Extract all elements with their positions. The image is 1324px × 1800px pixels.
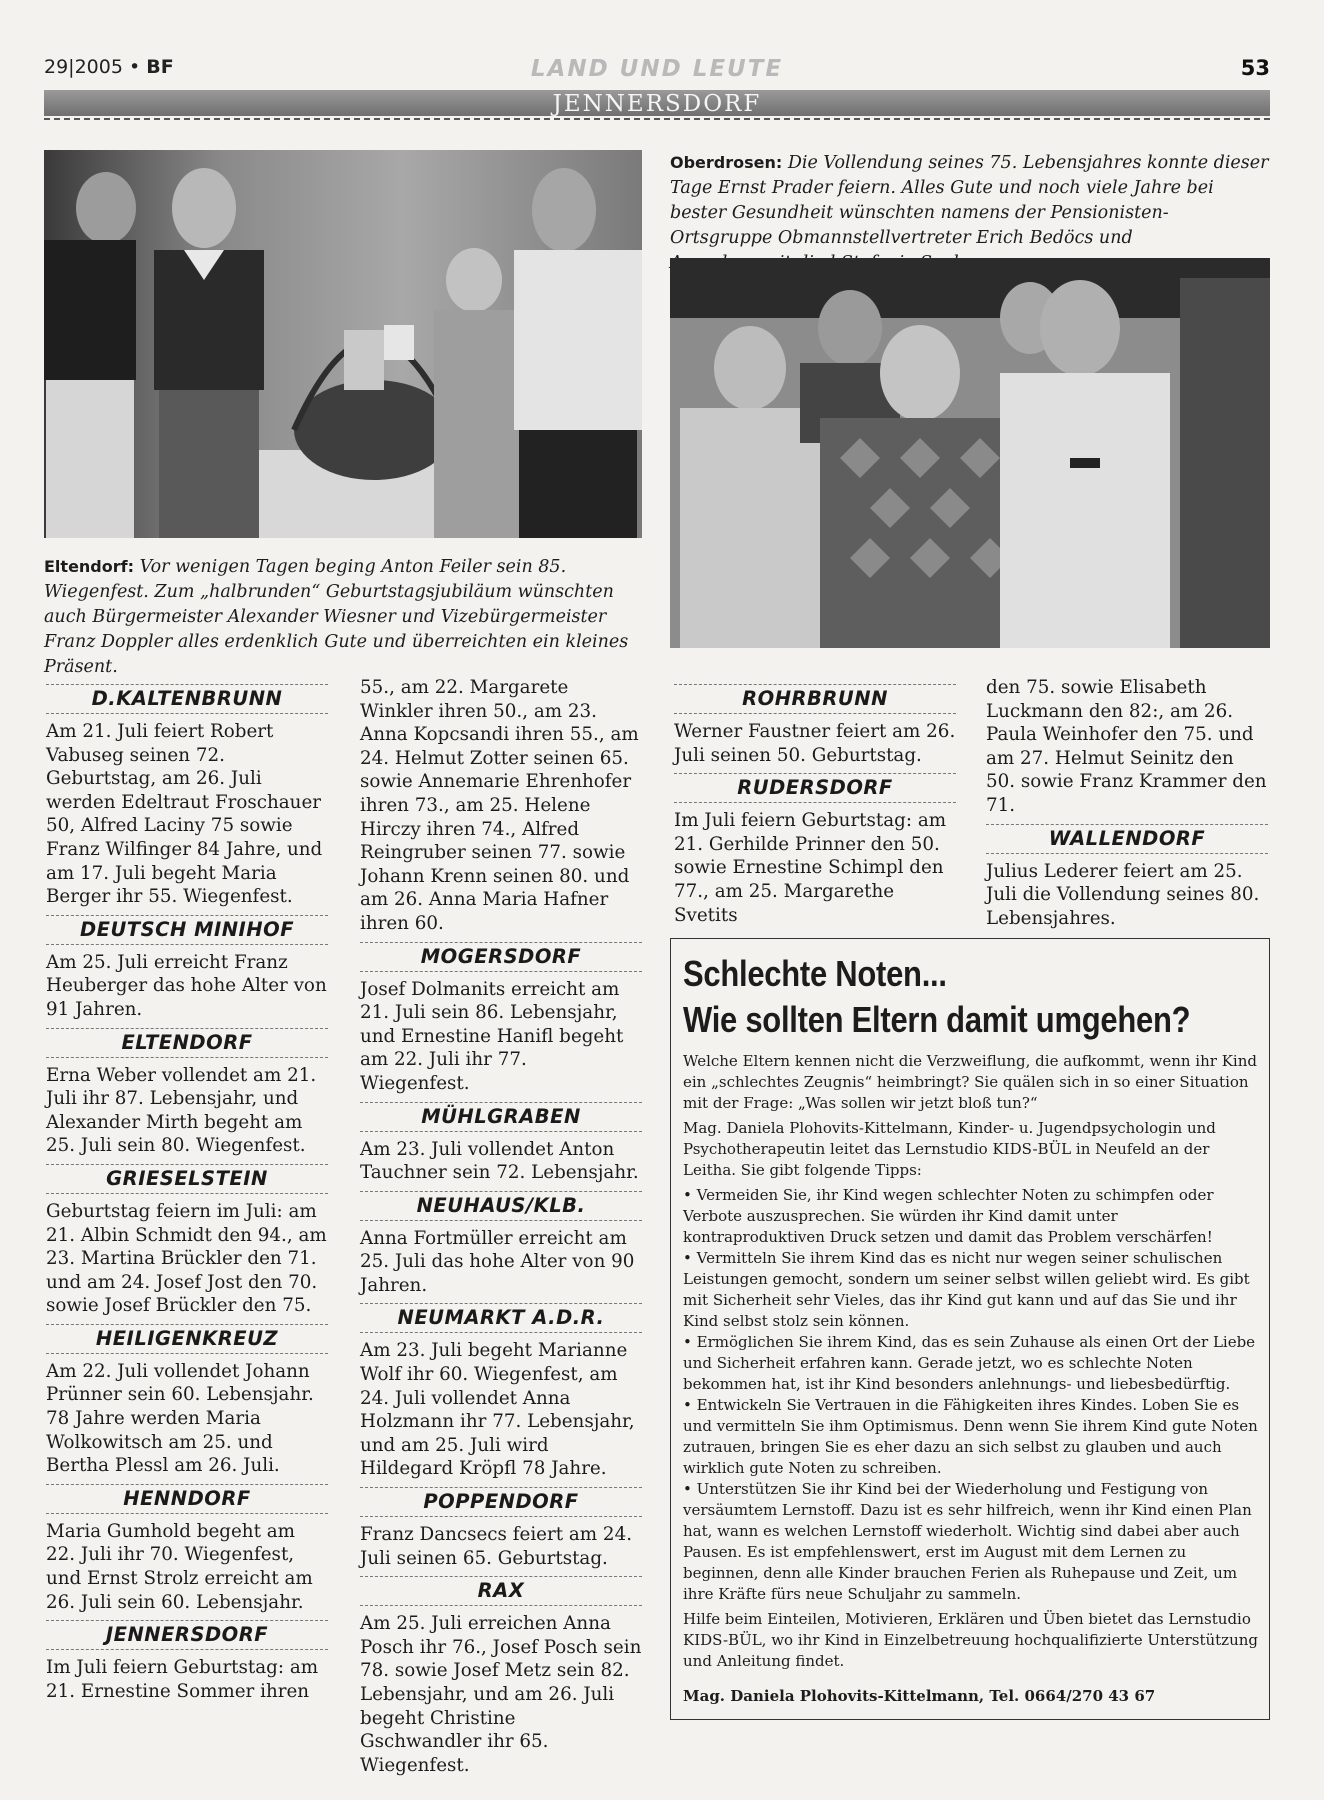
- section-head: MÜHLGRABEN: [360, 1102, 642, 1132]
- section-text: Am 23. Juli begeht Marianne Wolf ihr 60. Wiegenfest, am 24. Juli vollendet Anna Holzmann ihr 77. Lebensjahr, und am 25. Juli wird Hildegard Kröpfl 78 Jahre.: [360, 1340, 635, 1480]
- section-head: D.KALTENBRUNN: [46, 684, 328, 714]
- column-3: [674, 676, 956, 927]
- section-head: MOGERSDORF: [360, 942, 642, 972]
- section-text: Anna Fortmüller erreicht am 25. Juli das hohe Alter von 90 Jahren.: [360, 1227, 635, 1296]
- section-head: HENNDORF: [46, 1484, 328, 1514]
- advice-subtitle: Wie sollten Eltern damit umgehen?: [683, 999, 1191, 1040]
- section-text: Am 22. Juli vollendet Johann Prünner sein 60. Lebensjahr. 78 Jahre werden Maria Wolkowitsch am 25. und Bertha Plessl am 26. Juli.: [46, 1360, 314, 1477]
- section-text: Am 23. Juli vollendet Anton Tauchner sein 72. Lebensjahr.: [360, 1138, 639, 1184]
- region-title: JENNERSDORF: [552, 91, 762, 117]
- column-1: [46, 676, 328, 1703]
- section-head: GRIESELSTEIN: [46, 1164, 328, 1194]
- section-text: Erna Weber vollendet am 21. Juli ihr 87. Lebensjahr, und Alexander Mirth begeht am 25. Juli sein 80. Wiegenfest.: [46, 1064, 317, 1157]
- advice-closing: Hilfe beim Einteilen, Motivieren, Erklären und Üben bietet das Lernstudio KIDS-BÜL, wo ihr Kind in Einzelbetreuung hochqualifizierte Unterstützung und Anleitung findet.: [683, 1610, 1258, 1670]
- section-head: ELTENDORF: [46, 1028, 328, 1058]
- section-head: ROHRBRUNN: [674, 684, 956, 714]
- header-divider: [44, 118, 1270, 120]
- section-text: Im Juli feiern Geburtstag: am 21. Ernestine Sommer ihren: [46, 1657, 319, 1702]
- caption-eltendorf-text: Vor wenigen Tagen beging Anton Feiler sein 85. Wiegenfest. Zum „halbrunden“ Geburtstagsjubiläum wünschten auch Bürgermeister Alexander Wiesner und Vizebürgermeister Franz Doppler alles erdenklich Gute und überreichten ein kleines Präsent.: [44, 557, 629, 677]
- section-text: den 75. sowie Elisabeth Luckmann den 82:, am 26. Paula Weinhofer den 75. und am 27. Helmut Seinitz den 50. sowie Franz Krammer den 71.: [986, 677, 1267, 816]
- advice-expert: Mag. Daniela Plohovits-Kittelmann, Kinder- u. Jugendpsychologin und Psychotherapeutin leitet das Lernstudio KIDS-BÜL in Neufeld an der Leitha. Sie gibt folgende Tipps:: [683, 1119, 1216, 1179]
- photo-oberdrosen: [670, 258, 1270, 648]
- caption-eltendorf: [44, 554, 642, 680]
- column-4: [986, 676, 1268, 930]
- advice-tip: • Unterstützen Sie ihr Kind bei der Wiederholung und Festigung von versäumtem Lernstoff. Dazu ist es sehr hilfreich, wenn ihr Kind einen Plan hat, wann es welchen Lernstoff wiederholt. Wichtig sind dabei aber auch Pausen. Es ist empfehlenswert, erst im August mit dem Lernen zu beginnen, denn alle Kinder brauchen Ferien als Ruhepause und Zeit, um ihre Kräfte fürs neue Schuljahr zu sammeln.: [683, 1480, 1252, 1603]
- advice-tip: • Entwickeln Sie Vertrauen in die Fähigkeiten ihres Kindes. Loben Sie es und vermitteln Sie ihm Optimismus. Denn wenn Sie ihrem Kind gute Noten zutrauen, bringen Sie es eher dazu an sich selbst zu glauben und auch wirklich gute Noten zu schreiben.: [683, 1396, 1258, 1477]
- photo-eltendorf-image: [44, 150, 642, 538]
- section-head: RUDERSDORF: [674, 773, 956, 803]
- advice-signature: Mag. Daniela Plohovits-Kittelmann, Tel. 0664/270 43 67: [683, 1687, 1156, 1705]
- section-text: Am 25. Juli erreichen Anna Posch ihr 76., Josef Posch sein 78. sowie Josef Metz sein 82. Lebensjahr, und am 26. Juli begeht Christine Gschwandler ihr 65. Wiegenfest.: [360, 1613, 642, 1776]
- caption-eltendorf-place: Eltendorf:: [44, 557, 134, 576]
- caption-oberdrosen-text: Die Vollendung seines 75. Lebensjahres konnte dieser Tage Ernst Prader feiern. Alles Gute und noch viele Jahre bei bester Gesundheit wünschten namens der Pensionisten-Ortsgruppe Obmannstellvertreter Erich Bedöcs und: [670, 153, 1269, 248]
- section-text: Geburtstag feiern im Juli: am 21. Albin Schmidt den 94., am 23. Martina Brückler den 71. und am 24. Josef Jost den 70. sowie Josef Brückler den 75.: [46, 1200, 327, 1317]
- advice-tip: • Vermitteln Sie ihrem Kind das es nicht nur wegen seiner schulischen Leistungen gemocht, sondern um seiner selbst willen geliebt wird. Es gibt mit Sicherheit sehr Vieles, das ihr Kind gut kann und auf das Sie und ihr Kind selbst stolz sein können.: [683, 1249, 1250, 1330]
- section-text: Am 25. Juli erreicht Franz Heuberger das hohe Alter von 91 Jahren.: [46, 951, 327, 1020]
- section-head: POPPENDORF: [360, 1487, 642, 1517]
- section-text: Julius Lederer feiert am 25. Juli die Vollendung seines 80. Lebensjahres.: [986, 860, 1260, 929]
- section-text: Im Juli feiern Geburtstag: am 21. Gerhilde Prinner den 50. sowie Ernestine Schimpl den 77., am 25. Margarethe Svetits: [674, 810, 947, 926]
- advice-tip: • Vermeiden Sie, ihr Kind wegen schlechter Noten zu schimpfen oder Verbote auszusprechen. Sie würden ihr Kind damit unter kontraproduktiven Druck setzen und damit das Problem verschärfen!: [683, 1186, 1214, 1246]
- section-head: NEUHAUS/KLB.: [360, 1191, 642, 1221]
- advice-tip: • Ermöglichen Sie ihrem Kind, das es sein Zuhause als einen Ort der Liebe und Sicherheit erfahren kann. Gerade jetzt, wo es schlechte Noten bekommen hat, ist ihr Kind besonders anlehnungs- und liebesbedürftig.: [683, 1333, 1256, 1393]
- section-title: LAND UND LEUTE: [530, 56, 784, 82]
- section-head: HEILIGENKREUZ: [46, 1324, 328, 1354]
- caption-oberdrosen-place: Oberdrosen:: [670, 153, 783, 172]
- photo-oberdrosen-image: [670, 258, 1270, 648]
- advice-intro: Welche Eltern kennen nicht die Verzweiflung, die aufkommt, wenn ihr Kind ein „schlechtes Zeugnis“ heimbringt? Sie quälen sich in so einer Situation mit der Frage: „Was sollen wir jetzt bloß tun?“: [683, 1052, 1257, 1112]
- column-2: [360, 676, 642, 1777]
- issue-label: 29|2005 •: [44, 56, 141, 78]
- section-head: NEUMARKT A.D.R.: [360, 1303, 642, 1333]
- section-text: Werner Faustner feiert am 26. Juli seinen 50. Geburtstag.: [674, 721, 956, 766]
- page-number: 53: [1240, 56, 1270, 80]
- advice-title: Schlechte Noten...: [683, 953, 947, 994]
- region-banner: [44, 90, 1270, 116]
- photo-eltendorf: [44, 150, 642, 538]
- section-text: Franz Dancsecs feiert am 24. Juli seinen 65. Geburtstag.: [360, 1524, 633, 1569]
- section-text: Am 21. Juli feiert Robert Vabuseg seinen 72. Geburtstag, am 26. Juli werden Edeltraut Froschauer 50, Alfred Laciny 75 sowie Franz Wilfinger 84 Jahre, und am 17. Juli begeht Maria Berger ihr 55. Wiegenfest.: [46, 721, 323, 908]
- section-head: JENNERSDORF: [46, 1620, 328, 1650]
- section-head: DEUTSCH MINIHOF: [46, 915, 328, 945]
- brand-label: BF: [146, 56, 174, 78]
- section-text: Josef Dolmanits erreicht am 21. Juli sein 86. Lebensjahr, und Ernestine Hanifl begeht am 22. Juli ihr 77. Wiegenfest.: [360, 978, 624, 1094]
- section-text: Maria Gumhold begeht am 22. Juli ihr 70. Wiegenfest, und Ernst Strolz erreicht am 26. Juli sein 60. Lebensjahr.: [46, 1520, 313, 1613]
- section-head: RAX: [360, 1576, 642, 1606]
- advice-box: [670, 938, 1270, 1720]
- section-text: 55., am 22. Margarete Winkler ihren 50., am 23. Anna Kopcsandi ihren 55., am 24. Helmut Zotter seinen 65. sowie Annemarie Ehrenhofer ihren 73., am 25. Helene Hirczy ihren 74., Alfred Reingruber seinen 77. sowie Johann Krenn seinen 80. und am 26. Anna Maria Hafner ihren 60.: [360, 677, 639, 934]
- section-head: WALLENDORF: [986, 824, 1268, 854]
